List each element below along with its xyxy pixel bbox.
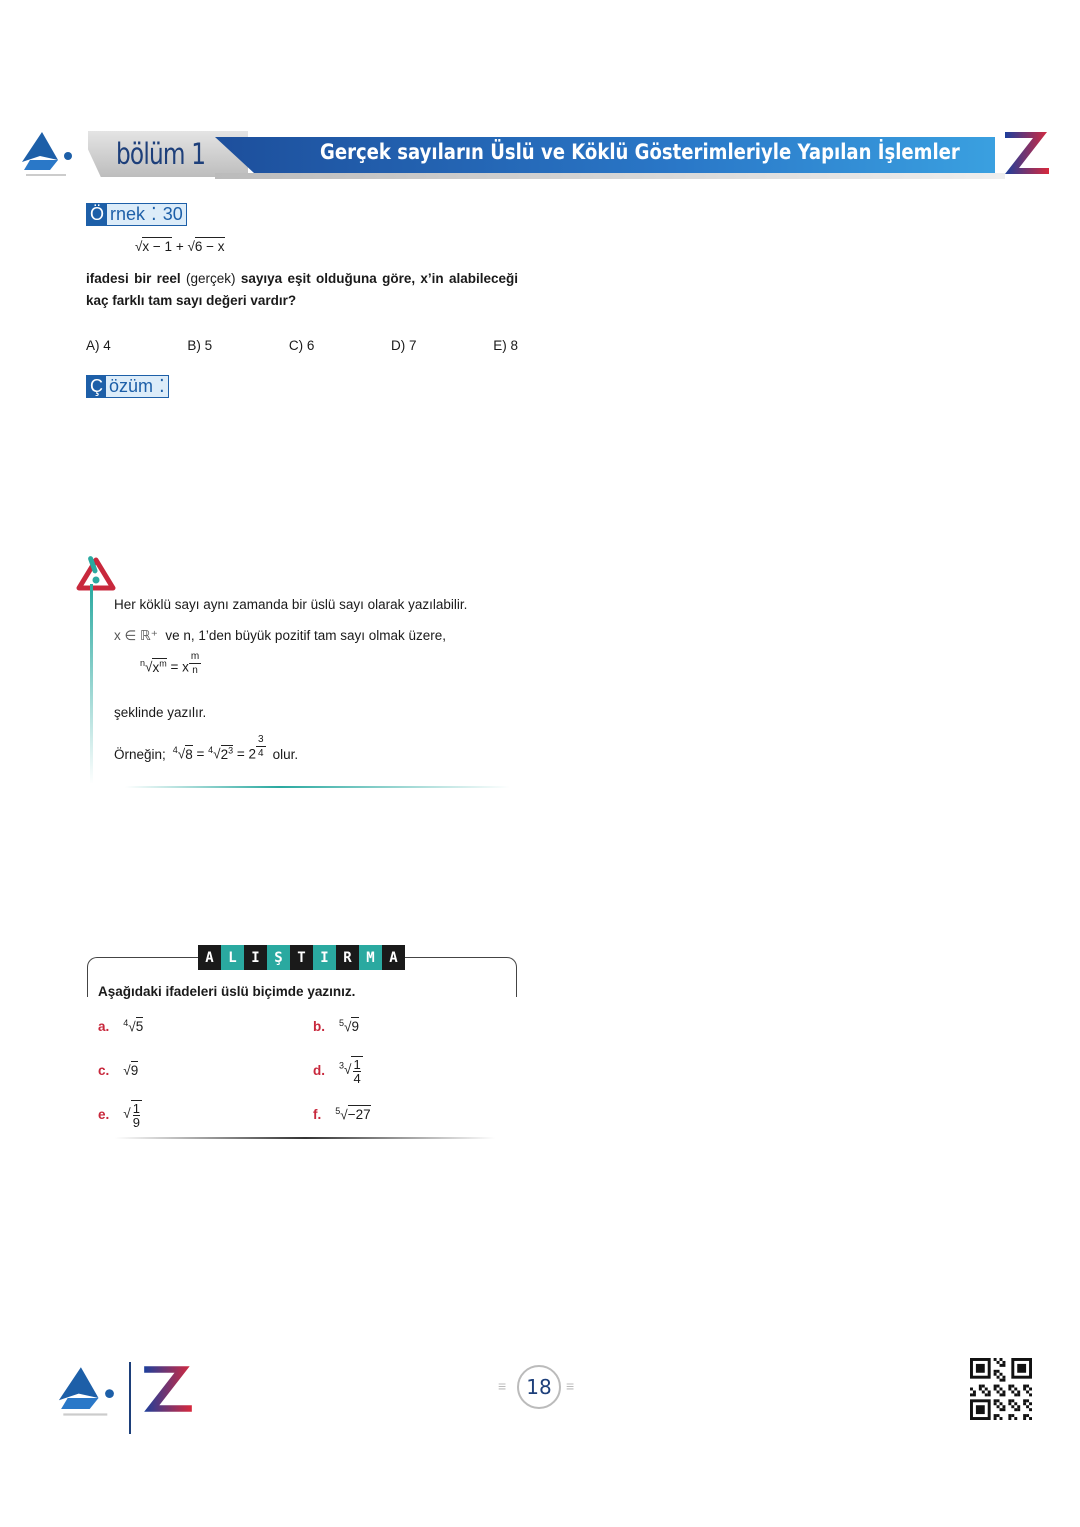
- example-suffix: olur.: [272, 746, 299, 762]
- note-line-1: Her köklü sayı aynı zamanda bir üslü sayı olarak yazılabilir.: [114, 597, 468, 612]
- footer-divider: [129, 1362, 131, 1434]
- answer-choices: [86, 338, 518, 353]
- exercise-instruction: Aşağıdaki ifadeleri üslü biçimde yazınız.: [98, 984, 356, 999]
- exercise-divider: [115, 1137, 495, 1139]
- note-line-2: [114, 628, 446, 644]
- radicand: 9: [351, 1019, 359, 1035]
- title-letter: Ş: [267, 945, 290, 970]
- dots-icon: ⁚: [151, 204, 157, 224]
- root-formula: $^n√x^m = x$ $\frac{m}{n}$: [140, 651, 200, 676]
- formula-den: n: [192, 665, 198, 676]
- root-index: 4: [123, 1017, 129, 1028]
- radicand-a: x − 1: [142, 239, 173, 254]
- z-logo-icon: [142, 1364, 194, 1414]
- item-expression: √9: [123, 1062, 139, 1078]
- solution-tag-label: özüm: [109, 376, 154, 396]
- formula-exp: m: [159, 658, 167, 668]
- radicand-b: 6 − x: [194, 239, 225, 254]
- radicand: −27: [347, 1107, 371, 1123]
- choice-e[interactable]: E) 8: [493, 338, 518, 353]
- root-index: 5: [335, 1105, 341, 1116]
- title-letter: I: [313, 945, 336, 970]
- exercise-item: [98, 1056, 138, 1084]
- note-divider: [125, 786, 510, 788]
- radicand: 9: [130, 1062, 139, 1078]
- exercise-title: [198, 945, 405, 970]
- question-text: [86, 268, 518, 312]
- z-logo-icon: [1003, 130, 1051, 176]
- radicand: 5: [135, 1019, 144, 1035]
- solution-tag: [86, 375, 169, 398]
- title-letter: L: [221, 945, 244, 970]
- item-label: f.: [313, 1106, 322, 1122]
- example-prefix: Örneğin;: [114, 746, 166, 762]
- choice-d[interactable]: D) 7: [391, 338, 417, 353]
- item-expression: $^5$√−27: [335, 1105, 371, 1123]
- solution-tag-initial: Ç: [87, 376, 106, 397]
- formula-base: x: [152, 659, 160, 675]
- qr-code-icon[interactable]: [970, 1358, 1032, 1420]
- item-expression: √ $\frac{1}{9}$: [123, 1100, 140, 1130]
- root-index: 3: [339, 1060, 345, 1071]
- note-line-3: şeklinde yazılır.: [114, 705, 207, 720]
- item-label: c.: [98, 1062, 110, 1078]
- numerator: 1: [353, 1056, 361, 1072]
- denominator: 9: [132, 1114, 140, 1130]
- formula-index: n: [140, 658, 146, 668]
- title-letter: T: [290, 945, 313, 970]
- title-letter: A: [198, 945, 221, 970]
- root-index: 5: [339, 1017, 345, 1028]
- publisher-logo-icon: [55, 1365, 120, 1420]
- item-expression: $^5$√9: [339, 1017, 359, 1035]
- numerator: 1: [132, 1100, 140, 1116]
- exercise-item: [98, 1100, 142, 1128]
- rays-right-icon: ≡: [566, 1378, 575, 1394]
- question-part: sayıya eşit olduğuna göre, x’in alabileceği kaç farklı tam sayı değeri vardır?: [86, 271, 518, 308]
- exercise-item: [313, 1012, 359, 1040]
- item-label: d.: [313, 1062, 325, 1078]
- page-title: Gerçek sayıların Üslü ve Köklü Gösterimleriyle Yapılan İşlemler: [320, 140, 960, 164]
- exercise-item: [313, 1056, 363, 1084]
- dots-icon: ⁚: [159, 376, 165, 396]
- item-expression: $^4$√5: [123, 1017, 144, 1035]
- note-line-2-text: ve n, 1’den büyük pozitif tam sayı olmak üzere,: [165, 628, 446, 643]
- example-tag-initial: Ö: [87, 204, 107, 225]
- choice-b[interactable]: B) 5: [187, 338, 213, 353]
- example-expression: √x − 1 + √6 − x: [135, 239, 225, 254]
- title-letter: M: [359, 945, 382, 970]
- note-example: Örneğin; $^4√8 = ^4√2^3 = 2$ $\frac{3}{4}$ olur.: [114, 734, 299, 762]
- question-part: ifadesi bir reel: [86, 271, 181, 286]
- example-tag-label: rnek: [110, 204, 146, 224]
- formula-num: m: [190, 651, 200, 662]
- item-label: a.: [98, 1018, 110, 1034]
- title-letter: A: [382, 945, 405, 970]
- item-label: e.: [98, 1106, 110, 1122]
- item-label: b.: [313, 1018, 325, 1034]
- set-notation: x ∈ ℝ⁺: [114, 628, 158, 643]
- denominator: 4: [353, 1070, 361, 1086]
- title-letter: R: [336, 945, 359, 970]
- publisher-logo-icon: [20, 130, 76, 180]
- example-number: 30: [162, 204, 183, 224]
- question-part: (gerçek): [186, 271, 236, 286]
- choice-a[interactable]: A) 4: [86, 338, 111, 353]
- banner-shadow: [215, 173, 1005, 179]
- warning-icon: [76, 554, 116, 592]
- chapter-label: bölüm 1: [116, 137, 206, 171]
- exercise-item: [313, 1100, 371, 1128]
- title-letter: I: [244, 945, 267, 970]
- choice-c[interactable]: C) 6: [288, 338, 315, 353]
- exercise-item: [98, 1012, 143, 1040]
- rays-left-icon: ≡: [498, 1378, 507, 1394]
- page-number: 18: [517, 1365, 561, 1409]
- item-expression: $^3$√ $\frac{1}{4}$: [339, 1056, 361, 1086]
- note-side-line: [90, 584, 93, 784]
- example-tag: [86, 203, 187, 226]
